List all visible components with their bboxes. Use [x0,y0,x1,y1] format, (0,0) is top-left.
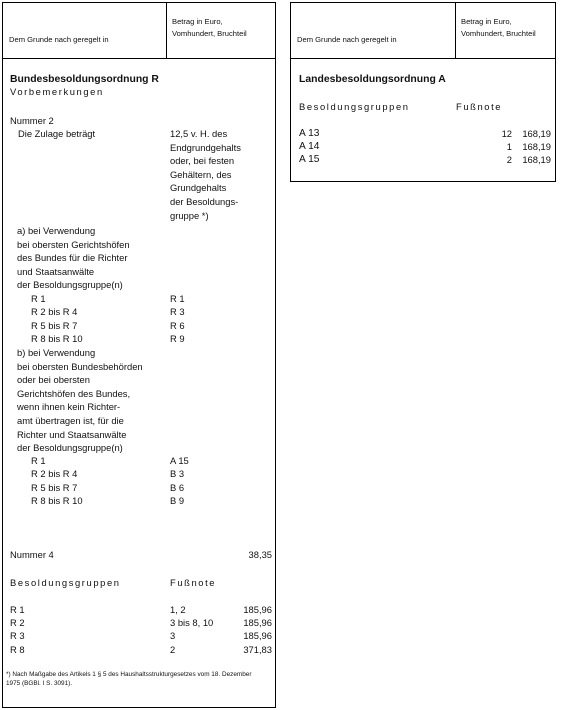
amount-cell: 168,19 [522,154,551,165]
col-besoldungsgruppen-label: Besoldungsgruppen [10,577,121,588]
section-b-from: R 1 [31,455,46,466]
section-b-from: R 5 bis R 7 [31,482,78,493]
header-regulation-label: Dem Grunde nach geregelt in [297,35,397,44]
section-b-from: R 8 bis R 10 [31,495,83,506]
section-a-from: R 1 [31,293,46,304]
footnote-text: *) Nach Maßgabe des Artikels 1 § 5 des Haushaltsstrukturgesetzes vom 18. Dezember 1975 (BGBl. I S. 3091). [6,671,252,687]
footnote-cell: 2 [170,644,176,655]
section-a-from: R 5 bis R 7 [31,320,78,331]
section-a-from: R 2 bis R 4 [31,306,78,317]
group-cell: A 15 [299,154,320,165]
section-title: Bundesbesoldungsordnung R [10,74,159,85]
section-b-to: B 6 [170,482,185,493]
header-amount-label: Betrag in Euro, Vomhundert, Bruchteil [172,17,247,38]
group-cell: R 1 [10,604,25,615]
group-cell: R 8 [10,644,25,655]
footnote-cell: 3 bis 8, 10 [170,617,214,628]
nummer2-label: Nummer 2 [10,115,54,126]
header-cell-regulation [3,3,167,58]
amount-cell: 185,96 [243,604,272,615]
group-cell: A 13 [299,128,320,139]
section-a-from: R 8 bis R 10 [31,333,83,344]
header-cell-amount [167,3,275,58]
section-a-text: a) bei Verwendung bei obersten Gerichtshöfen des Bundes für die Richter und Staatsanwälte der Besoldungsgruppe(n) [17,225,130,291]
header-cell-regulation [291,3,456,58]
footnote-cell: 1 [506,141,512,152]
nummer2-intro: Die Zulage beträgt [18,128,96,139]
section-subtitle: Vorbemerkungen [10,86,104,97]
header-cell-amount [456,3,555,58]
section-b-to: A 15 [170,455,189,466]
right-table [290,2,556,182]
amount-cell: 168,19 [522,141,551,152]
amount-cell: 168,19 [522,128,551,139]
footnote-cell: 2 [506,154,512,165]
right-table-header [291,3,555,59]
group-cell: R 3 [10,630,25,641]
header-regulation-label: Dem Grunde nach geregelt in [9,35,109,44]
left-table-header [3,3,275,59]
col-fussnote-label: Fußnote [456,101,503,112]
group-cell: A 14 [299,141,320,152]
section-a-to: R 9 [170,333,185,344]
col-besoldungsgruppen-label: Besoldungsgruppen [299,101,410,112]
section-b-to: B 3 [170,468,185,479]
section-a-to: R 1 [170,293,185,304]
section-b-from: R 2 bis R 4 [31,468,78,479]
nummer2-amount-text: 12,5 v. H. des Endgrundgehalts oder, bei festen Gehältern, des Grundgehalts der Besoldungs- gruppe *) [170,128,241,221]
footnote-cell: 3 [170,630,176,641]
section-a-to: R 6 [170,320,185,331]
amount-cell: 371,83 [243,644,272,655]
section-title: Landesbesoldungsordnung A [299,74,446,85]
group-cell: R 2 [10,617,25,628]
section-a-to: R 3 [170,306,185,317]
section-b-text: b) bei Verwendung bei obersten Bundesbehörden oder bei obersten Gerichtshöfen des Bundes, wenn ihnen kein Richter- amt übertragen ist, für die Richter und Staatsanwälte der Besoldungsgruppe(n) [17,347,143,454]
left-table [2,2,276,708]
footnote-cell: 1, 2 [170,604,186,615]
header-amount-label: Betrag in Euro, Vomhundert, Bruchteil [461,17,536,38]
section-b-to: B 9 [170,495,185,506]
col-fussnote-label: Fußnote [170,577,217,588]
amount-cell: 185,96 [243,630,272,641]
footnote-cell: 12 [501,128,512,139]
nummer4-label: Nummer 4 [10,549,54,560]
amount-cell: 185,96 [243,617,272,628]
nummer4-amount: 38,35 [248,549,272,560]
